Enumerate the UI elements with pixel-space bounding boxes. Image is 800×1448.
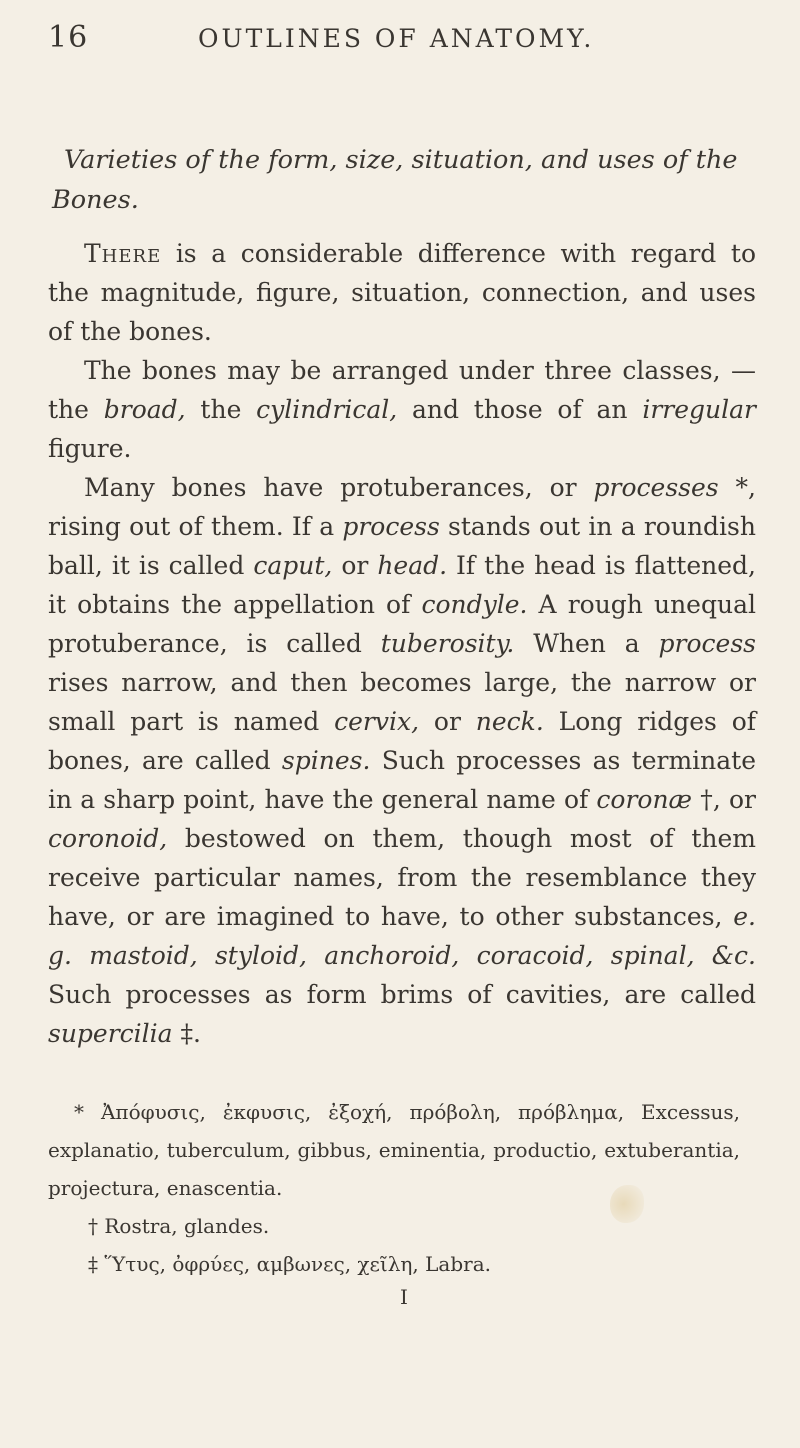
text-run: , or [712,785,756,814]
running-title: OUTLINES OF ANATOMY. [198,24,595,53]
text-run: and those of an [397,395,643,424]
paragraph-1-text: is a considerable difference with regard to the magnitude, figure, situation, connection, and uses of the bones. [48,239,756,346]
term-coronoid: coronoid, [48,824,168,853]
text-run: or [332,551,378,580]
term-head: head. [377,551,448,580]
text-run: Such processes as terminate in a sharp point, have the general name of [48,746,757,814]
footnote-3: ‡ Ὕτυς, ὀφρύες, αμβωνες, χεῖλη, Labra. [88,1252,491,1276]
term-spines: spines. [281,746,371,775]
text-run: stands out in a roundish ball, it is called [48,512,756,580]
term-broad: broad, [103,395,186,424]
term-coronae: coronæ [596,785,693,814]
term-tuberosity: tuberosity. [380,629,515,658]
paragraph-3 [48,468,760,1053]
text-run: The bones may be arranged under three classes, —the [48,356,756,424]
term-cylindrical: cylindrical, [256,395,398,424]
text-run: If the head is flattened, it obtains the appellation of [48,551,756,619]
text-run: the [185,395,257,424]
text-run: figure. [48,434,132,463]
text-run: A rough unequal protuberance, is called [48,590,756,658]
term-neck: neck. [475,707,544,736]
abbrev-eg: e. g. [48,902,756,970]
footnotes [48,1093,760,1283]
term-caput: caput, [253,551,333,580]
text-run [72,941,89,970]
term-examples: mastoid, styloid, anchoroid, coracoid, spinal, &c. [89,941,756,970]
page-number: 16 [48,20,89,55]
text-run: rises narrow, and then becomes large, the narrow or small part is named [48,668,756,736]
footnote-mark-3: ‡. [172,1019,201,1048]
text-run: Many bones have protuberances, or [84,473,594,502]
footnote-mark-2: † [692,785,713,814]
paper-stain [610,1185,644,1223]
running-head [48,20,760,72]
paragraph-2 [48,351,760,468]
footnote-mark-1: * [718,473,749,502]
text-run: When a [514,629,659,658]
term-supercilia: supercilia [48,1019,173,1048]
footnote-1: * Ἀπόφυσις, ἐκφυσις, ἐξοχή, πρόβολη, πρόβλημα, Excessus, explanatio, tuberculum, gibbus, eminentia, productio, extuberantia, projectura, enascentia. [48,1100,740,1200]
text-run: Long ridges of bones, are called [48,707,757,775]
text-run: or [419,707,476,736]
term-processes: processes [593,473,719,502]
text-run: bestowed on them, though most of them receive particular names, from the resemblance they have, or are imagined to have, to other substances, [48,824,756,931]
text-run: Such processes as form brims of cavities, are called [48,980,756,1009]
term-process: process [342,512,440,541]
text-run: , rising out of them. If a [48,473,756,541]
section-title: Varieties of the form, size, situation, and uses of the Bones. [52,145,738,215]
term-condyle: condyle. [421,590,528,619]
paragraph-1 [48,234,760,351]
term-irregular: irregular [642,395,756,424]
term-process: process [658,629,756,658]
paragraph-1-lead: There [84,239,162,268]
footnote-2: † Rostra, glandes. [88,1214,270,1238]
signature-mark: I [400,1285,408,1309]
term-cervix: cervix, [334,707,420,736]
